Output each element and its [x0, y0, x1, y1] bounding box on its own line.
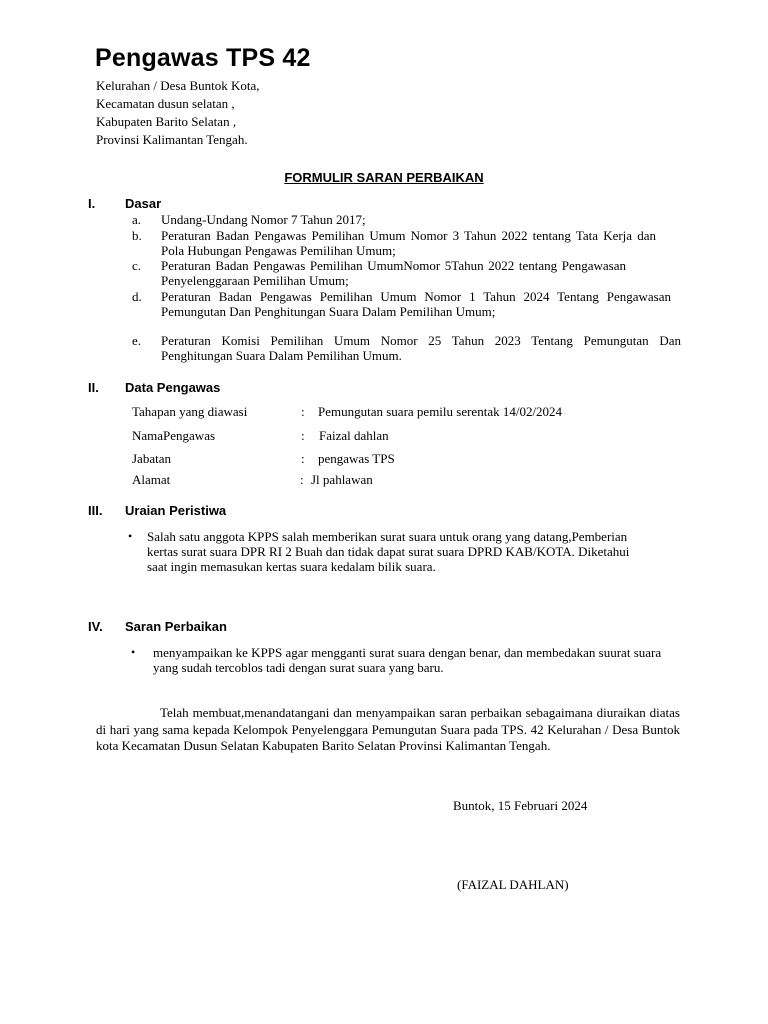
field-colon: :: [301, 404, 305, 419]
field-colon: :: [301, 451, 305, 466]
section-number-saran: IV.: [88, 619, 103, 634]
section-number-uraian: III.: [88, 503, 103, 518]
dasar-item-text: Undang-Undang Nomor 7 Tahun 2017;: [161, 212, 366, 227]
field-value-alamat: Jl pahlawan: [311, 472, 373, 487]
dasar-item-text: Peraturan Badan Pengawas Pemilihan Umum Nomor 3 Tahun 2022 tentang Tata Kerja dan Pola Hubungan Pengawas Pemilihan Umum;: [161, 228, 656, 258]
dasar-item-letter: a.: [132, 212, 142, 227]
dasar-item-letter: c.: [132, 258, 142, 273]
signer-name: (FAIZAL DAHLAN): [457, 877, 569, 892]
closing-paragraph: [96, 705, 680, 755]
address-line-kabupaten: Kabupaten Barito Selatan ,: [96, 114, 237, 129]
dasar-item-letter: b.: [132, 228, 142, 243]
bullet-icon: •: [131, 645, 136, 659]
address-line-kecamatan: Kecamatan dusun selatan ,: [96, 96, 235, 111]
field-label-alamat: Alamat: [132, 472, 171, 487]
section-heading-dasar: Dasar: [125, 196, 162, 211]
field-label-tahapan: Tahapan yang diawasi: [132, 404, 248, 419]
document-title: Pengawas TPS 42: [95, 44, 311, 72]
address-block: [96, 77, 260, 149]
section-heading-uraian: Uraian Peristiwa: [125, 503, 227, 518]
field-label-jabatan: Jabatan: [132, 451, 171, 466]
address-line-provinsi: Provinsi Kalimantan Tengah.: [96, 132, 248, 147]
field-label-nama: NamaPengawas: [132, 428, 216, 443]
place-date: Buntok, 15 Februari 2024: [453, 798, 588, 813]
field-value-nama: Faizal dahlan: [319, 428, 389, 443]
field-colon: :: [301, 428, 305, 443]
saran-text: menyampaikan ke KPPS agar mengganti surat suara dengan benar, dan membedakan suurat suara yang sudah tercoblos tadi dengan surat suara yang baru.: [153, 645, 662, 675]
address-line-kelurahan: Kelurahan / Desa Buntok Kota,: [96, 78, 260, 93]
dasar-item-text: Peraturan Badan Pengawas Pemilihan Umum Nomor 1 Tahun 2024 Tentang Pengawasan Pemungutan Dan Penghitungan Suara Dalam Pemilihan Umum;: [161, 289, 671, 319]
dasar-item-letter: d.: [132, 289, 142, 304]
dasar-item-letter: e.: [132, 333, 142, 348]
section-heading-data-pengawas: Data Pengawas: [125, 380, 221, 395]
section-heading-saran: Saran Perbaikan: [125, 619, 227, 634]
dasar-item-text: Peraturan Badan Pengawas Pemilihan UmumNomor 5Tahun 2022 tentang Pengawasan Penyelenggaraan Pemilihan Umum;: [161, 258, 626, 288]
field-value-tahapan: Pemungutan suara pemilu serentak 14/02/2024: [318, 404, 563, 419]
uraian-text: Salah satu anggota KPPS salah memberikan surat suara untuk orang yang datang,Pemberian kertas surat suara DPR RI 2 Buah dan tidak dapat surat suara DPRD KAB/KOTA. Diketahui saat ingin memasukan kertas suara kedalam bilik suara.: [147, 529, 630, 574]
section-number-data-pengawas: II.: [88, 380, 99, 395]
bullet-icon: •: [128, 529, 133, 543]
section-number-dasar: I.: [88, 196, 96, 211]
form-title: FORMULIR SARAN PERBAIKAN: [284, 170, 484, 185]
closing-text: Telah membuat,menandatangani dan menyampaikan saran perbaikan sebagaimana diuraikan diatas di hari yang sama kepada Kelompok Penyelenggara Pemungutan Suara pada TPS. 42 Kelurahan / Desa Buntok kota Kecamatan Dusun Selatan Kabupaten Barito Selatan Provinsi Kalimantan Tengah.: [96, 705, 680, 753]
field-value-jabatan: pengawas TPS: [318, 451, 395, 466]
dasar-item-text: Peraturan Komisi Pemilihan Umum Nomor 25 Tahun 2023 Tentang Pemungutan Dan Penghitungan Suara Dalam Pemilihan Umum.: [161, 333, 681, 363]
field-colon: :: [300, 472, 304, 487]
